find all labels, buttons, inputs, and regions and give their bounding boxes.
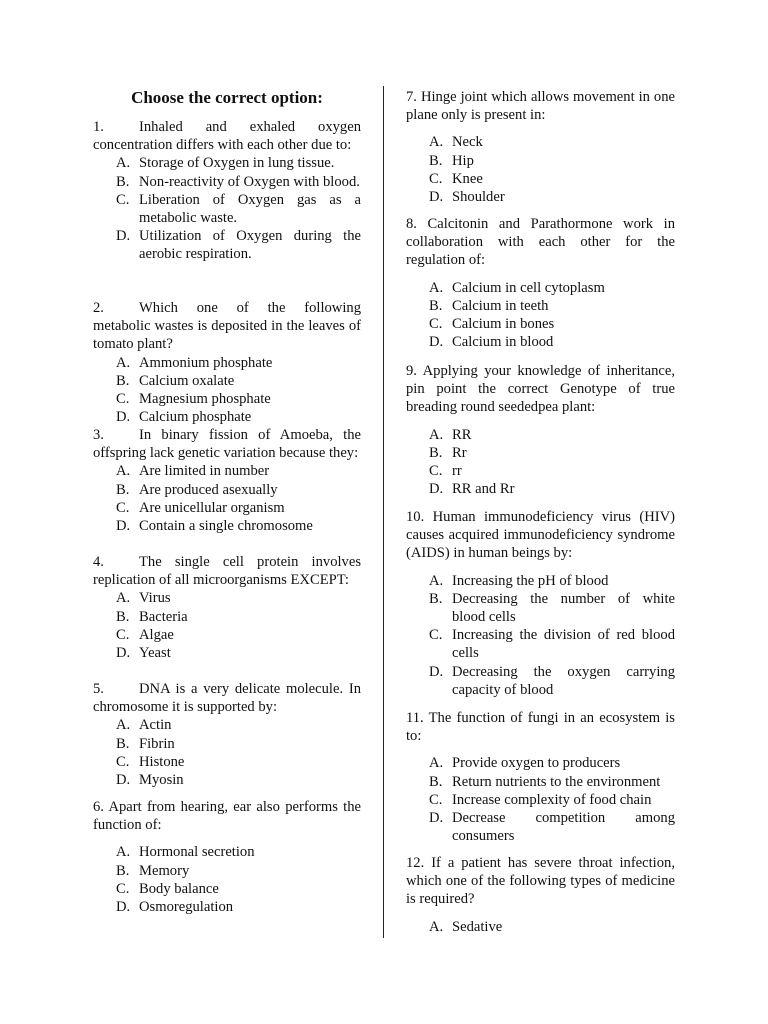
option-letter: A.	[429, 279, 444, 296]
option-b	[406, 444, 675, 462]
option-d	[406, 663, 675, 699]
option-list	[406, 754, 675, 845]
option-letter: D.	[116, 645, 131, 662]
question-number: 8.	[406, 216, 417, 232]
option-letter: C.	[429, 627, 443, 644]
option-c	[406, 170, 675, 188]
option-letter: B.	[116, 481, 130, 498]
option-a	[93, 354, 361, 372]
option-a	[93, 154, 361, 172]
option-text: Myosin	[139, 772, 184, 789]
question-stem	[406, 215, 675, 270]
question-11	[406, 709, 675, 845]
option-letter: A.	[429, 918, 444, 935]
option-list	[93, 154, 361, 263]
question-6	[93, 798, 361, 916]
option-letter: A.	[429, 426, 444, 443]
question-5	[93, 680, 361, 789]
question-text: Human immunodeficiency virus (HIV) causes acquired immunodeficiency syndrome (AIDS) in human beings by:	[406, 509, 676, 562]
option-letter: D.	[116, 228, 131, 245]
column-divider	[383, 86, 384, 938]
question-stem	[406, 362, 675, 417]
option-letter: A.	[116, 463, 131, 480]
option-list	[93, 462, 361, 535]
option-c	[93, 191, 361, 227]
option-c	[406, 462, 675, 480]
option-d	[93, 408, 361, 426]
option-b	[93, 173, 361, 191]
question-number: 12.	[406, 855, 425, 871]
option-text: Calcium in teeth	[452, 297, 549, 314]
question-1	[93, 118, 361, 264]
option-text: Hormonal secretion	[139, 844, 255, 861]
option-letter: D.	[429, 334, 444, 351]
question-text: Applying your knowledge of inheritance, pin point the correct Genotype of true breading round seededpea plant:	[406, 363, 675, 416]
option-text: Calcium in bones	[452, 316, 555, 333]
option-a	[406, 279, 675, 297]
option-letter: C.	[429, 463, 443, 480]
option-d	[93, 227, 361, 263]
option-letter: C.	[116, 753, 130, 770]
option-c	[93, 390, 361, 408]
question-text: The single cell protein involves replication of all microorganisms EXCEPT:	[93, 554, 361, 589]
option-letter: D.	[116, 409, 131, 426]
option-text: Osmoregulation	[139, 899, 234, 916]
option-letter: C.	[116, 499, 130, 516]
option-b	[93, 372, 361, 390]
question-number: 2.	[93, 300, 104, 316]
option-text: Algae	[139, 626, 174, 643]
option-text: RR	[452, 426, 472, 443]
option-text: Shoulder	[452, 189, 505, 206]
option-text: Calcium in cell cytoplasm	[452, 279, 605, 296]
option-a	[406, 572, 675, 590]
question-text: DNA is a very delicate molecule. In chromosome it is supported by:	[93, 681, 361, 716]
option-text: Decreasing the oxygen carrying capacity of blood	[452, 663, 675, 698]
option-c	[93, 753, 361, 771]
question-stem	[93, 118, 361, 154]
option-letter: B.	[116, 862, 130, 879]
option-text: Non-reactivity of Oxygen with blood.	[139, 173, 360, 190]
option-text: Sedative	[452, 918, 503, 935]
option-d	[93, 898, 361, 916]
option-letter: A.	[429, 572, 444, 589]
option-text: Yeast	[139, 645, 171, 662]
option-letter: B.	[429, 152, 443, 169]
option-text: Are unicellular organism	[139, 499, 285, 516]
option-text: Ammonium phosphate	[139, 354, 273, 371]
question-number: 7.	[406, 89, 417, 105]
option-letter: B.	[429, 773, 443, 790]
option-d	[93, 644, 361, 662]
option-letter: B.	[429, 444, 443, 461]
option-letter: C.	[116, 191, 130, 208]
question-stem	[406, 88, 675, 124]
question-4	[93, 553, 361, 662]
question-stem	[93, 553, 361, 589]
option-letter: A.	[116, 844, 131, 861]
question-stem	[406, 508, 675, 563]
option-text: Magnesium phosphate	[139, 391, 271, 408]
option-d	[406, 809, 675, 845]
option-letter: A.	[116, 590, 131, 607]
option-letter: D.	[116, 518, 131, 535]
option-b	[406, 773, 675, 791]
question-2	[93, 299, 361, 426]
option-text: Body balance	[139, 880, 219, 897]
option-d	[93, 771, 361, 789]
option-list	[93, 716, 361, 789]
option-list	[93, 843, 361, 916]
option-letter: A.	[116, 155, 131, 172]
option-letter: A.	[116, 717, 131, 734]
question-number: 1.	[93, 119, 104, 135]
option-letter: A.	[429, 755, 444, 772]
option-d	[406, 333, 675, 351]
option-text: Calcium phosphate	[139, 409, 252, 426]
question-text: Hinge joint which allows movement in one plane only is present in:	[406, 89, 675, 124]
option-c	[406, 626, 675, 662]
option-c	[406, 315, 675, 333]
option-list	[406, 572, 675, 699]
option-letter: A.	[116, 354, 131, 371]
option-d	[406, 480, 675, 498]
question-number: 10.	[406, 509, 425, 525]
option-list	[406, 133, 675, 206]
option-letter: C.	[116, 880, 130, 897]
option-text: Rr	[452, 444, 467, 461]
question-3	[93, 426, 361, 535]
option-c	[406, 791, 675, 809]
option-b	[93, 862, 361, 880]
question-stem	[93, 426, 361, 462]
option-letter: C.	[429, 170, 443, 187]
question-text: Inhaled and exhaled oxygen concentration differs with each other due to:	[93, 119, 361, 154]
question-number: 11.	[406, 710, 424, 726]
question-number: 3.	[93, 427, 104, 443]
option-letter: B.	[116, 608, 130, 625]
question-stem	[93, 299, 361, 354]
option-text: Fibrin	[139, 735, 175, 752]
question-number: 4.	[93, 554, 104, 570]
option-text: Are limited in number	[139, 463, 270, 480]
option-a	[93, 843, 361, 861]
question-stem	[93, 680, 361, 716]
option-text: Memory	[139, 862, 190, 879]
question-number: 9.	[406, 363, 417, 379]
option-text: Provide oxygen to producers	[452, 755, 621, 772]
option-b	[93, 481, 361, 499]
option-letter: C.	[429, 316, 443, 333]
question-10	[406, 508, 675, 699]
option-letter: C.	[116, 626, 130, 643]
option-text: Utilization of Oxygen during the aerobic respiration.	[139, 228, 361, 263]
option-list	[93, 589, 361, 662]
option-text: Bacteria	[139, 608, 188, 625]
option-letter: D.	[429, 481, 444, 498]
option-d	[93, 517, 361, 535]
question-number: 5.	[93, 681, 104, 697]
option-b	[93, 735, 361, 753]
option-text: Increasing the pH of blood	[452, 572, 609, 589]
option-letter: B.	[116, 372, 130, 389]
page-title: Choose the correct option:	[131, 88, 323, 107]
option-letter: C.	[116, 391, 130, 408]
option-b	[93, 608, 361, 626]
option-text: Decreasing the number of white blood cells	[452, 590, 675, 626]
option-letter: D.	[429, 810, 444, 827]
question-12	[406, 854, 675, 936]
option-list	[93, 354, 361, 427]
option-b	[406, 590, 675, 626]
option-text: Are produced asexually	[139, 481, 278, 498]
question-stem	[406, 854, 675, 909]
option-a	[406, 133, 675, 151]
option-list	[406, 279, 675, 352]
option-a	[406, 426, 675, 444]
option-letter: D.	[429, 189, 444, 206]
option-a	[406, 754, 675, 772]
question-text: If a patient has severe throat infection, which one of the following types of medicine is required?	[406, 855, 675, 908]
question-8	[406, 215, 675, 351]
option-b	[406, 152, 675, 170]
question-stem	[93, 798, 361, 834]
question-text: Which one of the following metabolic wastes is deposited in the leaves of tomato plant?	[93, 300, 361, 353]
option-letter: B.	[429, 590, 443, 607]
option-text: Storage of Oxygen in lung tissue.	[139, 155, 335, 172]
option-letter: B.	[116, 735, 130, 752]
option-text: Liberation of Oxygen gas as a metabolic waste.	[139, 191, 361, 227]
option-text: Actin	[139, 717, 172, 734]
option-text: Calcium in blood	[452, 334, 554, 351]
option-text: Increase complexity of food chain	[452, 791, 652, 808]
option-text: Knee	[452, 170, 483, 187]
option-a	[93, 716, 361, 734]
option-text: Decrease competition among consumers	[452, 810, 675, 845]
option-c	[93, 499, 361, 517]
option-list	[406, 918, 675, 936]
option-a	[93, 589, 361, 607]
option-letter: D.	[116, 899, 131, 916]
option-a	[406, 918, 675, 936]
option-letter: D.	[429, 663, 444, 680]
question-number: 6.	[93, 799, 104, 815]
question-7	[406, 88, 675, 206]
option-text: Return nutrients to the environment	[452, 773, 661, 790]
option-c	[93, 626, 361, 644]
option-b	[406, 297, 675, 315]
option-text: rr	[452, 463, 462, 480]
option-text: Hip	[452, 152, 474, 169]
option-letter: A.	[429, 134, 444, 151]
question-text: The function of fungi in an ecosystem is to:	[406, 710, 675, 745]
option-c	[93, 880, 361, 898]
option-text: RR and Rr	[452, 481, 515, 498]
question-text: Calcitonin and Parathormone work in collaboration with each other for the regulation of:	[406, 216, 675, 269]
option-text: Increasing the division of red blood cells	[452, 627, 675, 662]
option-a	[93, 462, 361, 480]
option-text: Neck	[452, 134, 483, 151]
question-text: In binary fission of Amoeba, the offspring lack genetic variation because they:	[93, 427, 361, 462]
option-text: Virus	[139, 590, 171, 607]
option-list	[406, 426, 675, 499]
question-9	[406, 362, 675, 498]
option-letter: B.	[116, 173, 130, 190]
option-letter: D.	[116, 772, 131, 789]
option-text: Histone	[139, 753, 185, 770]
question-stem	[406, 709, 675, 745]
option-letter: B.	[429, 297, 443, 314]
option-text: Calcium oxalate	[139, 372, 235, 389]
option-text: Contain a single chromosome	[139, 518, 313, 535]
question-text: Apart from hearing, ear also performs the function of:	[93, 799, 361, 834]
option-letter: C.	[429, 791, 443, 808]
option-d	[406, 188, 675, 206]
